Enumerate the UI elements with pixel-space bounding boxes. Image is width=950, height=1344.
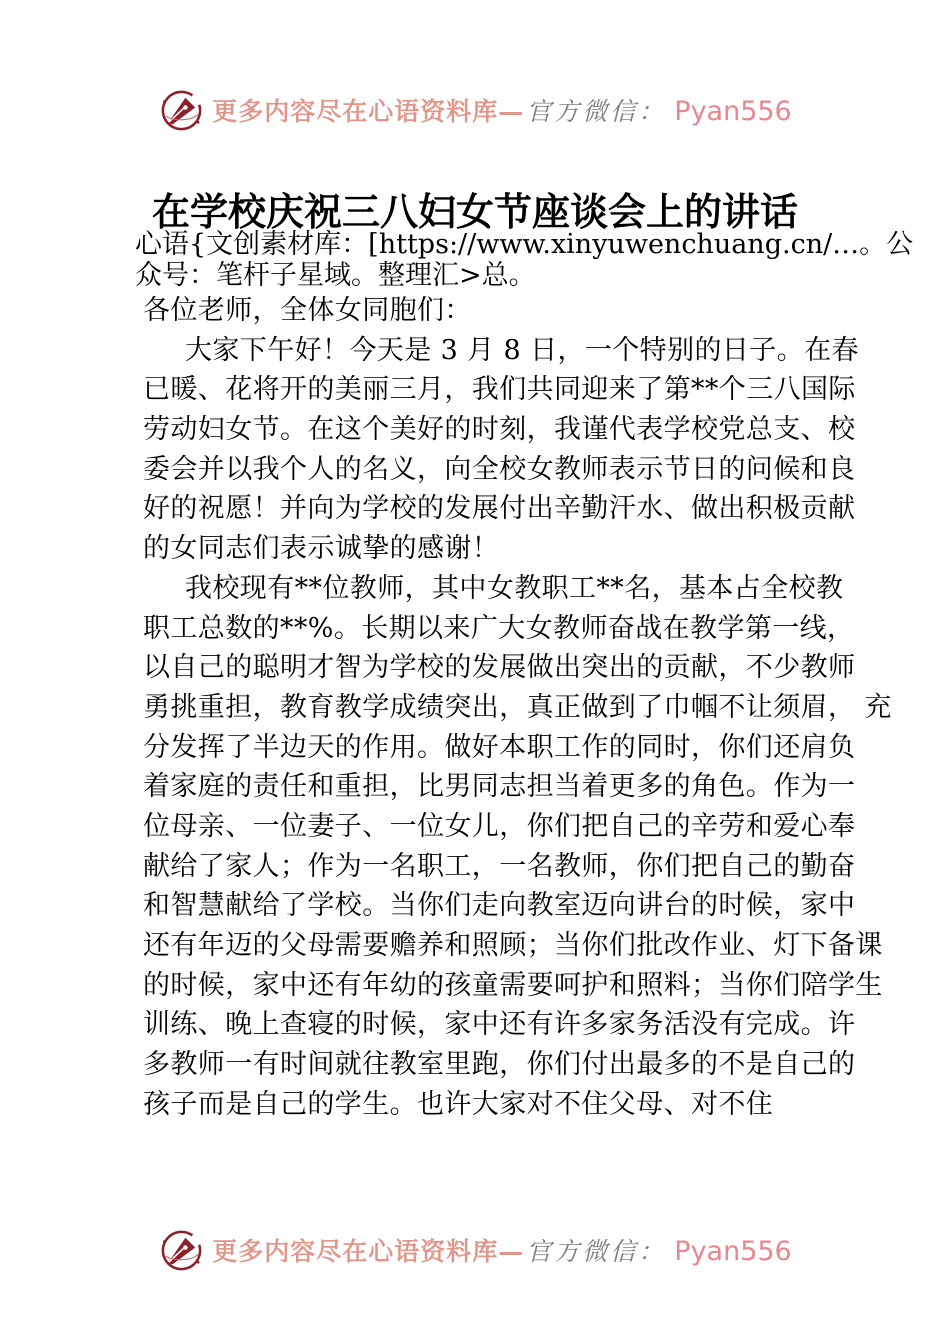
body-line: 职工总数的**%。长期以来广大女教师奋战在教学第一线， [143, 612, 855, 644]
page-title: 在学校庆祝三八妇女节座谈会上的讲话 [151, 189, 798, 234]
wechat-label: 官方微信： [526, 1236, 667, 1266]
document-meta [135, 229, 914, 291]
body-line: 分发挥了半边天的作用。做好本职工作的同时，你们还肩负 [143, 731, 856, 763]
body-line: 我校现有**位教师，其中女教职工**名，基本占全校教 [185, 572, 844, 604]
body-line: 和智慧献给了学校。当你们走向教室迈向讲台的时候，家中 [143, 890, 856, 922]
body-line: 委会并以我个人的名义，向全校女教师表示节日的问候和良 [143, 453, 856, 485]
body-line: 训练、晚上查寝的时候，家中还有许多家务活没有完成。许 [143, 1009, 856, 1041]
body-line: 献给了家人；作为一名职工，一名教师，你们把自己的勤奋 [143, 850, 856, 882]
wechat-label: 官方微信： [526, 96, 667, 126]
body-line: 位母亲、一位妻子、一位女儿，你们把自己的辛劳和爱心奉 [143, 810, 856, 842]
brand-footer [0, 1226, 950, 1273]
body-line: 孩子而是自己的学生。也许大家对不住父母、对不住 [143, 1088, 774, 1120]
body-line: 大家下午好！今天是 3 月 8 日，一个特别的日子。在春 [185, 334, 859, 366]
promo-text: 更多内容尽在心语资料库— [212, 96, 525, 126]
body-line: 的时候，家中还有年幼的孩童需要呵护和照料；当你们陪学生 [143, 969, 883, 1001]
body-line: 还有年迈的父母需要赡养和照顾；当你们批改作业、灯下备课 [143, 930, 883, 961]
document-body [143, 291, 892, 1124]
body-line: 着家庭的责任和重担，比男同志担当着更多的角色。作为一 [143, 771, 856, 803]
meta-line: 众号：笔杆子星域。整理汇>总。 [135, 260, 536, 291]
body-line: 已暖、花将开的美丽三月，我们共同迎来了第**个三八国际 [143, 374, 856, 406]
meta-line: 心语{文创素材库：[https://www.xinyuwenchuang.cn/…。公 [135, 229, 914, 260]
wechat-id: Pyan556 [674, 95, 792, 127]
body-line: 的女同志们表示诚挚的感谢！ [143, 533, 500, 565]
pen-nib-badge-icon [158, 86, 205, 133]
wechat-id: Pyan556 [674, 1235, 792, 1267]
promo-text: 更多内容尽在心语资料库— [212, 1236, 525, 1266]
brand-text [212, 92, 791, 128]
pen-nib-badge-icon [158, 1226, 205, 1273]
body-line: 以自己的聪明才智为学校的发展做出突出的贡献，不少教师 [143, 652, 856, 684]
brand-header [0, 86, 950, 133]
body-line: 好的祝愿！并向为学校的发展付出辛勤汗水、做出积极贡献 [143, 493, 856, 525]
body-line: 勇挑重担，教育教学成绩突出，真正做到了巾帼不让须眉， 充 [143, 691, 892, 723]
brand-text [212, 1232, 791, 1268]
body-line: 多教师一有时间就往教室里跑，你们付出最多的不是自己的 [143, 1049, 856, 1081]
body-line: 劳动妇女节。在这个美好的时刻，我谨代表学校党总支、校 [143, 414, 856, 446]
body-line: 各位老师，全体女同胞们： [143, 295, 472, 326]
